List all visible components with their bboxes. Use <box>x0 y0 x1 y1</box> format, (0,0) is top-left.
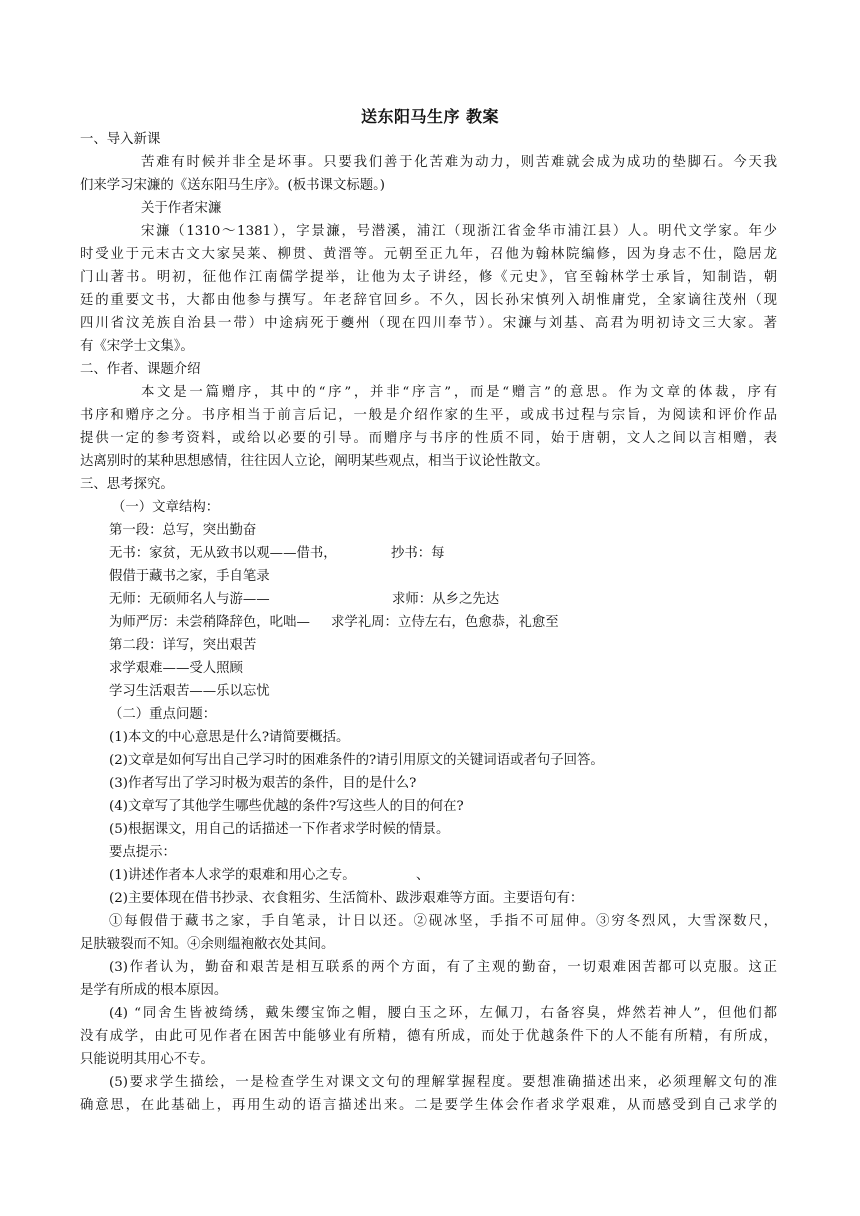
structure-line: 无师：无硕师名人与游—— <box>109 592 270 607</box>
hint-line: ①每假借于藏书之家，手自笔录，计日以还。②砚冰坚，手指不可屈伸。③穷冬烈风，大雪深数尺， <box>109 914 777 929</box>
structure-line: 第二段：详写，突出艰苦 <box>109 638 257 653</box>
paragraph-line: 书序和赠序之分。书序相当于前言后记，一般是介绍作家的生平，或成书过程与宗旨，为阅读和评价作品 <box>80 408 777 423</box>
section-heading-2: 二、作者、课题介绍 <box>80 362 201 377</box>
page-title: 送东阳马生序 教案 <box>360 107 500 126</box>
structure-line: 求师：从乡之先达 <box>392 592 500 607</box>
structure-line: 第一段：总写，突出勤奋 <box>109 523 257 538</box>
question-line: (1)本文的中心意思是什么?请简要概括。 <box>109 730 350 745</box>
hint-line: (1)讲述作者本人求学的艰难和用心之专。 <box>109 868 356 883</box>
hint-line: 是学有所成的根本原因。 <box>80 983 228 998</box>
paragraph-line: 有《宋学士文集》。 <box>80 339 194 354</box>
hint-line: (5)要求学生描绘，一是检查学生对课文文句的理解掌握程度。要想准确描述出来，必须理解文句的准 <box>109 1075 777 1090</box>
hint-line: 足肤皲裂而不知。④余则缊袍敝衣处其间。 <box>80 937 335 952</box>
structure-line: 抄书：每 <box>391 546 445 561</box>
paragraph-line: 提供一定的参考资料，或给以必要的引导。而赠序与书序的性质不同，始于唐朝，文人之间以言相赠，表 <box>80 431 777 446</box>
structure-line: 假借于藏书之家，手自笔录 <box>109 569 270 584</box>
section-heading-1: 一、导入新课 <box>80 132 161 147</box>
structure-line: 为师严厉：未尝稍降辞色，叱咄— <box>109 615 310 630</box>
paragraph-line: 们来学习宋濂的《送东阳马生序》。(板书课文标题。) <box>80 178 386 193</box>
paragraph-line: 苦难有时候并非全是坏事。只要我们善于化苦难为动力，则苦难就会成为成功的垫脚石。今天我 <box>141 155 777 170</box>
question-line: (3)作者写出了学习时极为艰苦的条件，目的是什么? <box>109 776 417 791</box>
hint-line: (3)作者认为，勤奋和艰苦是相互联系的两个方面，有了主观的勤奋，一切艰难困苦都可以克服。这正 <box>109 960 777 975</box>
question-line: (5)根据课文，用自己的话描述一下作者求学时候的情景。 <box>109 822 450 837</box>
subheading-questions: （二）重点问题： <box>109 707 217 722</box>
structure-line: 求学礼周：立侍左右，色愈恭，礼愈至 <box>331 615 559 630</box>
hint-line: 只能说明其用心不专。 <box>80 1052 214 1067</box>
structure-line: 求学艰难——受人照顾 <box>109 661 243 676</box>
question-line: (2)文章是如何写出自己学习时的困难条件的?请引用原文的关键词语或者句子回答。 <box>109 753 604 768</box>
section-heading-3: 三、思考探究。 <box>80 477 174 492</box>
paragraph-line: 本文是一篇赠序，其中的“序”，并非“序言”，而是“赠言”的意思。作为文章的体裁，序有 <box>141 385 777 400</box>
hint-line: (4) “同舍生皆被绮绣，戴朱缨宝饰之帽，腰白玉之环，左佩刀，右备容臭，烨然若神人”，但他们都 <box>109 1006 777 1021</box>
paragraph-line: 时受业于元末古文大家吴莱、柳贯、黄溍等。元朝至正九年，召他为翰林院编修，因为身志不仕，隐居龙 <box>80 247 777 262</box>
hints-heading: 要点提示： <box>109 845 176 860</box>
hint-line: (2)主要体现在借书抄录、衣食粗劣、生活简朴、跋涉艰难等方面。主要语句有： <box>109 891 584 906</box>
paragraph-line: 达离别时的某种思想感情，往往因人立论，阐明某些观点，相当于议论性散文。 <box>80 454 549 469</box>
structure-line: 学习生活艰苦——乐以忘忧 <box>109 684 270 699</box>
paragraph-line: 四川省汶羌族自治县一带）中途病死于夔州（现在四川奉节）。宋濂与刘基、高君为明初诗文三大家。著 <box>80 316 777 331</box>
structure-line: 无书：家贫，无从致书以观——借书， <box>109 546 337 561</box>
paragraph-line: 廷的重要文书，大都由他参与撰写。年老辞官回乡。不久，因长孙宋慎列入胡惟庸党，全家谪往茂州（现 <box>80 293 777 308</box>
paragraph-line: 宋濂（1310～1381），字景濂，号潜溪，浦江（现浙江省金华市浦江县）人。明代文学家。年少 <box>141 224 777 239</box>
question-line: (4)文章写了其他学生哪些优越的条件?写这些人的目的何在? <box>109 799 464 814</box>
hint-line: 、 <box>416 868 430 883</box>
subheading-structure: （一）文章结构： <box>112 500 220 515</box>
paragraph-line: 门山著书。明初，征他作江南儒学提举，让他为太子讲经，修《元史》，官至翰林学士承旨，知制诰，朝 <box>80 270 777 285</box>
subheading-author: 关于作者宋濂 <box>141 201 222 216</box>
hint-line: 确意思，在此基础上，再用生动的语言描述出来。二是要学生体会作者求学艰难，从而感受到自己求学的 <box>80 1098 777 1113</box>
hint-line: 没有成学，由此可见作者在困苦中能够业有所精，德有所成，而处于优越条件下的人不能有所精，有所成， <box>80 1029 777 1044</box>
